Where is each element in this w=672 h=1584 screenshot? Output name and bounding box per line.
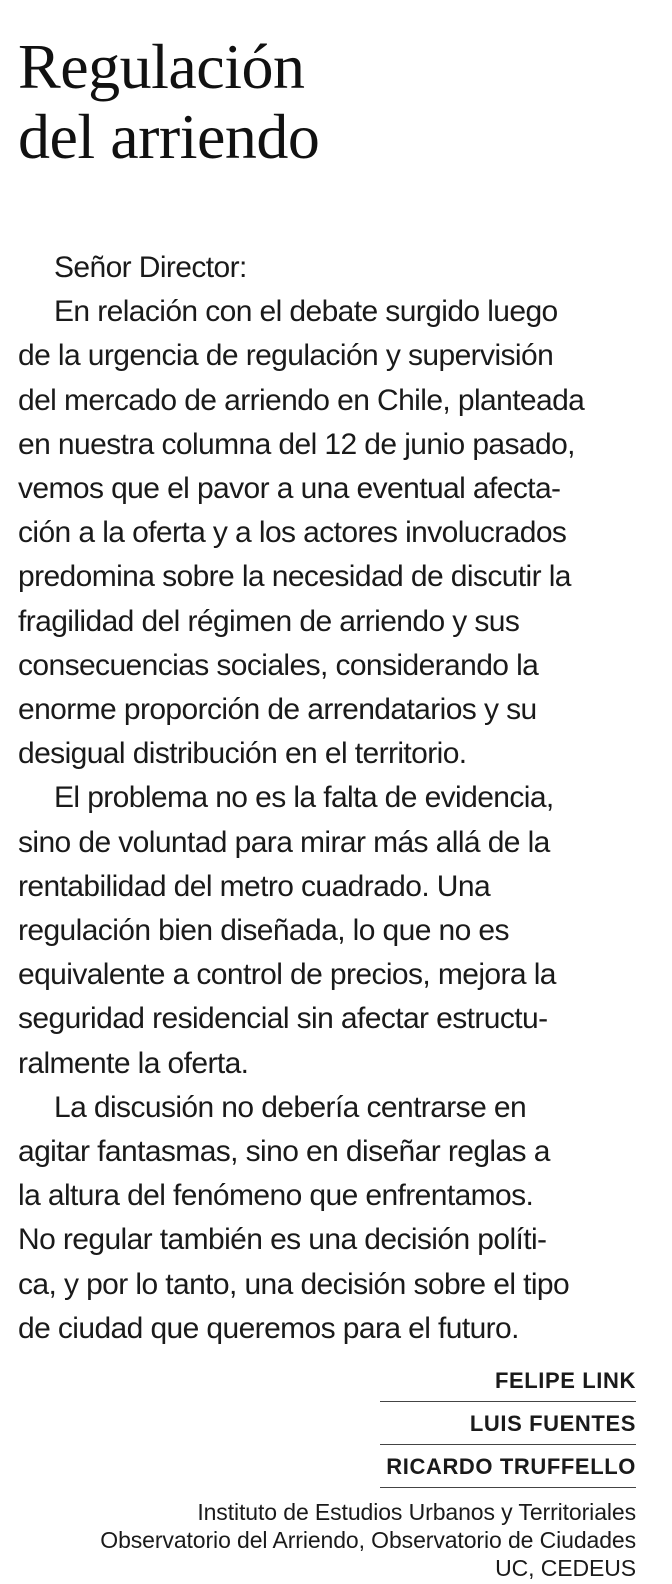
headline-line: Regulación <box>18 31 305 102</box>
author-affiliation <box>18 1498 636 1582</box>
paragraph-line: En relación con el debate surgido luego <box>54 295 558 329</box>
paragraph-line: en nuestra columna del 12 de junio pasado, <box>18 427 575 461</box>
paragraph-line: la altura del fenómeno que enfrentamos. <box>18 1179 534 1213</box>
paragraph-line: ción a la oferta y a los actores involucrados <box>18 516 567 550</box>
affiliation-line: UC, CEDEUS <box>495 1555 636 1582</box>
paragraph-line: de ciudad que queremos para el futuro. <box>18 1311 519 1345</box>
signature-block <box>18 1359 636 1488</box>
paragraph-line: La discusión no debería centrarse en <box>54 1090 527 1124</box>
paragraph-line: fragilidad del régimen de arriendo y sus <box>18 604 520 638</box>
paragraph-line: rentabilidad del metro cuadrado. Una <box>18 869 491 903</box>
affiliation-line: Observatorio del Arriendo, Observatorio de Ciudades <box>100 1527 636 1554</box>
paragraph-line: del mercado de arriendo en Chile, planteada <box>18 383 585 417</box>
author-name: FELIPE LINK <box>380 1359 636 1402</box>
paragraph-line: El problema no es la falta de evidencia, <box>54 781 554 815</box>
paragraph-line: sino de voluntad para mirar más allá de la <box>18 825 550 859</box>
paragraph-line: desigual distribución en el territorio. <box>18 737 467 771</box>
paragraph-line: ca, y por lo tanto, una decisión sobre el tipo <box>18 1267 570 1301</box>
paragraph-line: equivalente a control de precios, mejora la <box>18 958 556 992</box>
author-name: LUIS FUENTES <box>380 1402 636 1445</box>
paragraph-line: consecuencias sociales, considerando la <box>18 648 539 682</box>
paragraph-line: vemos que el pavor a una eventual afecta- <box>18 472 561 506</box>
paragraph-line: de la urgencia de regulación y supervisión <box>18 339 554 373</box>
paragraph-line: ralmente la oferta. <box>18 1046 249 1080</box>
paragraph-line: enorme proporción de arrendatarios y su <box>18 693 537 727</box>
headline-line: del arriendo <box>18 101 320 172</box>
paragraph-line: regulación bien diseñada, lo que no es <box>18 914 509 948</box>
salutation: Señor Director: <box>54 251 247 284</box>
paragraph-line: agitar fantasmas, sino en diseñar reglas a <box>18 1135 550 1169</box>
headline <box>18 32 636 172</box>
author-name: RICARDO TRUFFELLO <box>380 1445 636 1488</box>
paragraph-line: seguridad residencial sin afectar estructu- <box>18 1002 548 1036</box>
letter-body <box>18 246 636 1351</box>
paragraph-line: predomina sobre la necesidad de discutir la <box>18 560 571 594</box>
affiliation-line: Instituto de Estudios Urbanos y Territoriales <box>197 1499 636 1526</box>
paragraph-line: No regular también es una decisión políti- <box>18 1223 547 1257</box>
